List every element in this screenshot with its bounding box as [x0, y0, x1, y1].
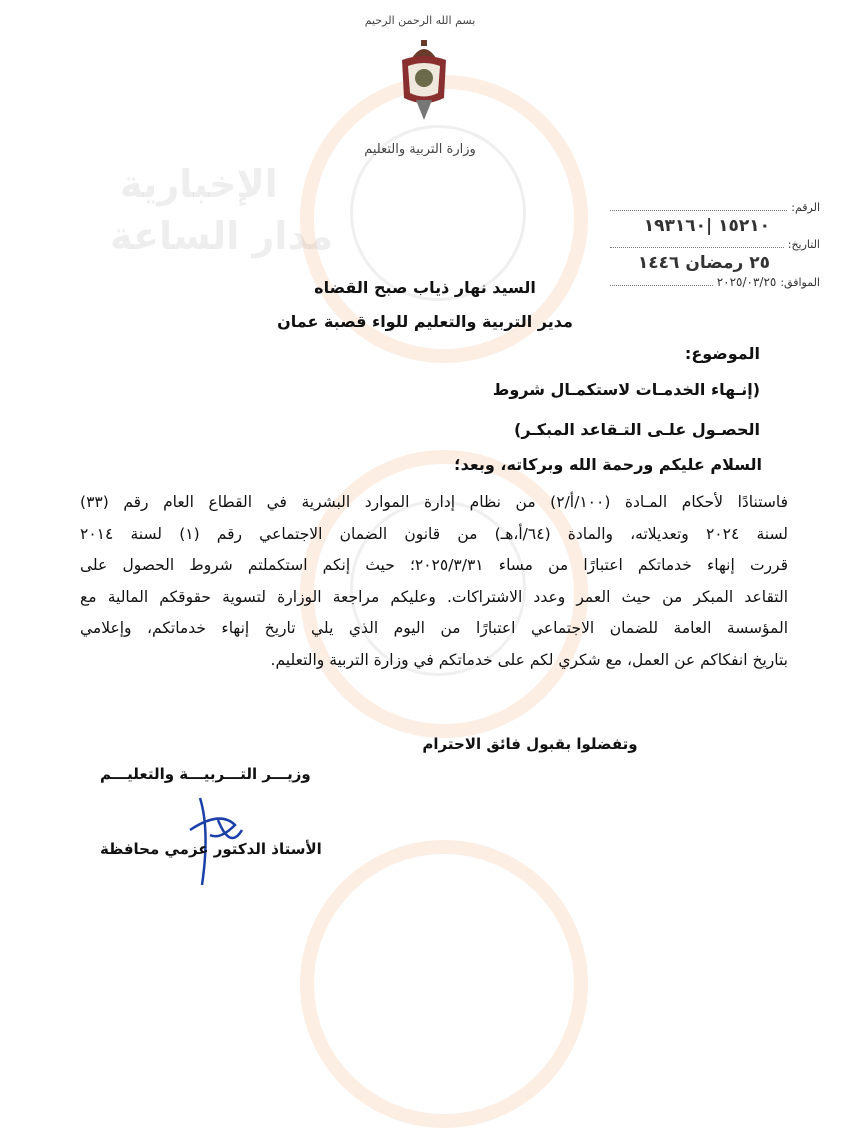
body-line: بتاريخ انفكاكم عن العمل، مع شكري لكم على خدماتكم في وزارة التربية والتعليم.: [270, 650, 788, 669]
subject-label: الموضوع:: [684, 344, 760, 363]
watermark-tagline: الإخبارية: [120, 162, 278, 206]
subject-line-1: (إنـهاء الخدمـات لاستكمـال شروط: [492, 380, 760, 399]
corresponding-label: الموافق:: [780, 276, 820, 289]
reference-number: ١٥٢١٠ |١٩٣١٦٠: [643, 216, 770, 236]
reference-block: [610, 200, 820, 290]
watermark-clock: [300, 840, 588, 1128]
greeting: السلام عليكم ورحمة الله وبركاته، وبعد؛: [454, 455, 762, 474]
closing: وتفضلوا بقبول فائق الاحترام: [422, 735, 638, 753]
corresponding-value: ٢٠٢٥/٠٣/٢٥: [716, 275, 777, 289]
letter-body: [80, 487, 788, 676]
date-label: التاريخ:: [787, 238, 820, 251]
body-line: قررت إنهاء خدماتكم اعتبارًا من مساء ٢٠٢٥/٣/٣١؛ حيث إنكم استكملتم شروط الحصول على: [80, 556, 788, 574]
body-line: لسنة ٢٠٢٤ وتعديلاته، والمادة (٦٤/أ،هـ) من قانون الضمان الاجتماعي رقم (١) لسنة ٢٠١٤: [80, 524, 788, 543]
signatory-name: الأستاذ الدكتور عزمي محافظة: [100, 840, 322, 858]
number-label: الرقم:: [791, 201, 820, 214]
body-line: المؤسسة العامة للضمان الاجتماعي اعتبارًا من اليوم الذي يلي تاريخ إنهاء خدماتكم، وإعلامي: [80, 619, 788, 637]
body-line: فاستنادًا لأحكام المـادة (١٠٠/أ/٢) من نظام إدارة الموارد البشرية في القطاع العام رقم (٣٣): [80, 493, 788, 511]
signatory-title: وزيـــر التـــربيـــة والتعليـــم: [100, 765, 311, 783]
body-line: التقاعد المبكر من حيث العمر وعدد الاشتراكات. وعليكم مراجعة الوزارة لتسوية حقوقكم المالية مع: [80, 587, 788, 606]
subject-line-2: الحصـول علـى التـقاعد المبكـر): [514, 420, 760, 439]
watermark-brand: مدار الساعة: [110, 214, 333, 258]
ministry-name: وزارة التربية والتعليم: [364, 142, 476, 157]
addressee-name: السيد نهار ذياب صبح القضاه: [314, 278, 536, 297]
hijri-date: ٢٥ رمضان ١٤٤٦: [637, 253, 770, 273]
jordan-coat-of-arms-icon: [398, 38, 450, 123]
addressee-title: مدير التربية والتعليم للواء قصبة عمان: [277, 312, 573, 331]
basmala: بسم الله الرحمن الرحيم: [364, 14, 476, 27]
